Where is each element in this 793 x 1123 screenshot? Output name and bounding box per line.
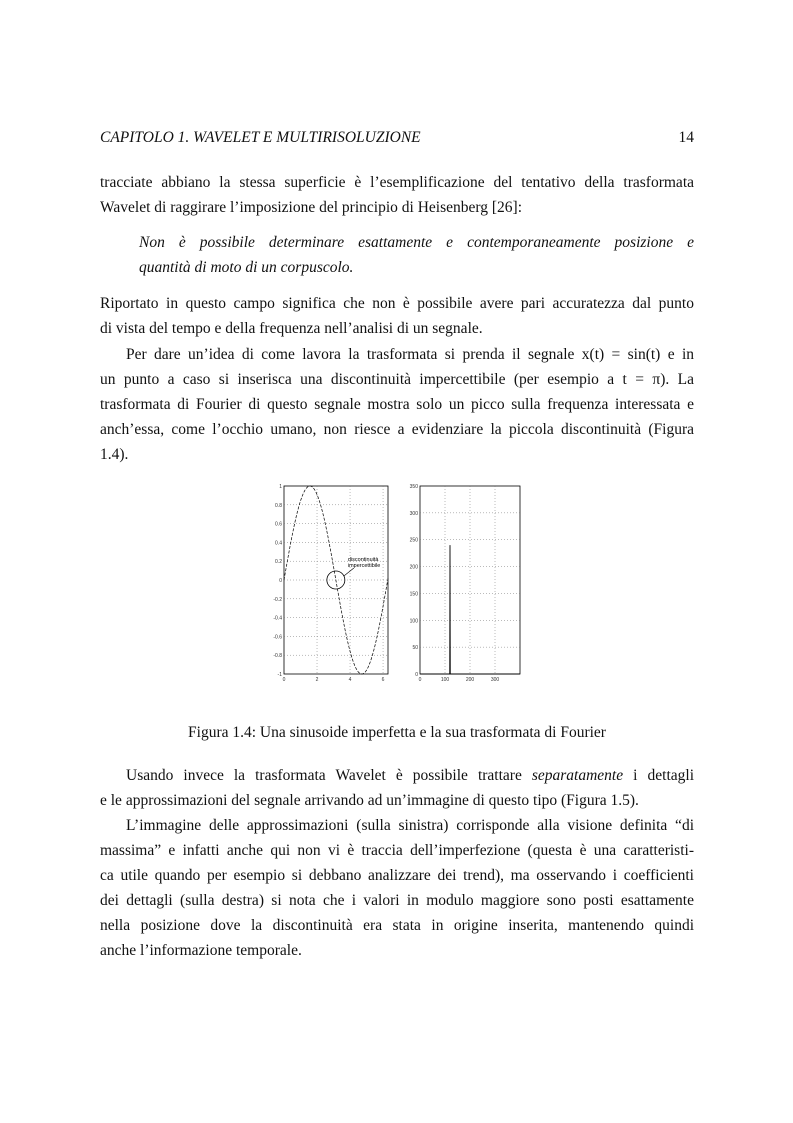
text-line: tracciate abbiano la stessa superficie è l’esemplificazione del tentativo della trasformata <box>100 174 694 191</box>
y-tick-label: 0 <box>279 578 282 584</box>
text-line: trasformata di Fourier di questo segnale mostra solo un picco sulla frequenza interessata e <box>100 396 694 413</box>
text-line: nella posizione dove la discontinuità era stata in origine inserita, mantenendo quindi <box>100 917 694 934</box>
paragraph-4 <box>100 763 694 813</box>
sine-plot <box>273 484 388 682</box>
y-tick-label: -0.4 <box>273 615 282 622</box>
text-line: anch’essa, come l’occhio umano, non riesce a evidenziare la piccola discontinuità (Figura <box>100 421 694 438</box>
paragraph-5 <box>100 813 694 963</box>
text-segment: i dettagli <box>623 767 694 784</box>
y-tick-label: 1 <box>279 484 282 490</box>
y-tick-label: 150 <box>409 591 418 598</box>
text-line: Per dare un’idea di come lavora la trasformata si prenda il segnale x(t) = sin(t) e in <box>126 346 694 363</box>
text-line: massima” e infatti anche qui non vi è traccia dell’imperfezione (questa è una caratteristi- <box>100 842 694 859</box>
paragraph-1 <box>100 170 694 220</box>
text-line: dei dettagli (sulla destra) si nota che i valori in modulo maggiore sono posti esattamente <box>100 892 694 909</box>
y-tick-label: 350 <box>409 484 418 490</box>
text-segment: Usando invece la trasformata Wavelet è possibile trattare <box>126 767 532 784</box>
page-number: 14 <box>678 129 694 146</box>
text-line: Riportato in questo campo significa che non è possibile avere pari accuratezza dal punto <box>100 295 694 312</box>
y-tick-label: -1 <box>277 672 282 678</box>
y-tick-label: 250 <box>409 537 418 544</box>
annotation-label: discontinuità <box>347 557 379 563</box>
text-line: 1.4). <box>100 446 129 463</box>
annotation-leader <box>344 568 354 576</box>
x-tick-label: 6 <box>381 677 385 682</box>
y-tick-label: 200 <box>409 564 418 571</box>
x-tick-label: 2 <box>315 677 319 682</box>
text-line: anche l’informazione temporale. <box>100 942 302 959</box>
y-tick-label: 50 <box>412 645 418 652</box>
paragraph-3 <box>100 342 694 467</box>
text-line: e le approssimazioni del segnale arrivando ad un’immagine di questo tipo (Figura 1.5). <box>100 792 639 809</box>
y-tick-label: -0.2 <box>273 596 282 603</box>
x-tick-label: 100 <box>440 677 450 682</box>
figure-svg <box>270 482 530 682</box>
fourier-plot <box>410 484 520 682</box>
x-tick-label: 300 <box>490 677 500 682</box>
x-tick-label: 4 <box>348 677 352 682</box>
x-tick-label: 200 <box>465 677 475 682</box>
y-tick-label: 100 <box>409 618 418 625</box>
text-line: un punto a caso si inserisca una discontinuità impercettibile (per esempio a t = π). La <box>100 371 694 388</box>
y-tick-label: -0.8 <box>273 653 282 660</box>
y-tick-label: 300 <box>409 510 418 517</box>
x-tick-label: 0 <box>282 677 286 682</box>
text-line <box>100 763 694 788</box>
figure-1-4 <box>270 482 530 682</box>
running-header <box>100 129 694 149</box>
y-tick-label: 0.6 <box>275 521 282 528</box>
chapter-title: CAPITOLO 1. WAVELET E MULTIRISOLUZIONE <box>100 129 421 146</box>
quote-line: Non è possibile determinare esattamente e contemporaneamente posizione e <box>139 234 694 251</box>
quote-line: quantità di moto di un corpuscolo. <box>139 259 354 276</box>
y-tick-label: -0.6 <box>273 634 282 641</box>
text-line: L’immagine delle approssimazioni (sulla sinistra) corrisponde alla visione definita “di <box>126 817 694 834</box>
paragraph-2 <box>100 291 694 341</box>
y-tick-label: 0.8 <box>275 502 282 509</box>
y-tick-label: 0 <box>415 672 418 678</box>
annotation-label: impercettibile <box>347 563 381 569</box>
y-tick-label: 0.4 <box>275 540 282 547</box>
emphasis: separatamente <box>531 767 624 784</box>
text-line: di vista del tempo e della frequenza nell’analisi di un segnale. <box>100 320 483 337</box>
text-line: ca utile quando per esempio si debbano analizzare dei trend), ma osservando i coefficienti <box>100 867 694 884</box>
heisenberg-quote <box>139 230 694 280</box>
y-tick-label: 0.2 <box>275 559 282 566</box>
text-line: Wavelet di raggirare l’imposizione del principio di Heisenberg [26]: <box>100 199 522 216</box>
figure-caption: Figura 1.4: Una sinusoide imperfetta e la sua trasformata di Fourier <box>188 724 606 741</box>
x-tick-label: 0 <box>418 677 422 682</box>
